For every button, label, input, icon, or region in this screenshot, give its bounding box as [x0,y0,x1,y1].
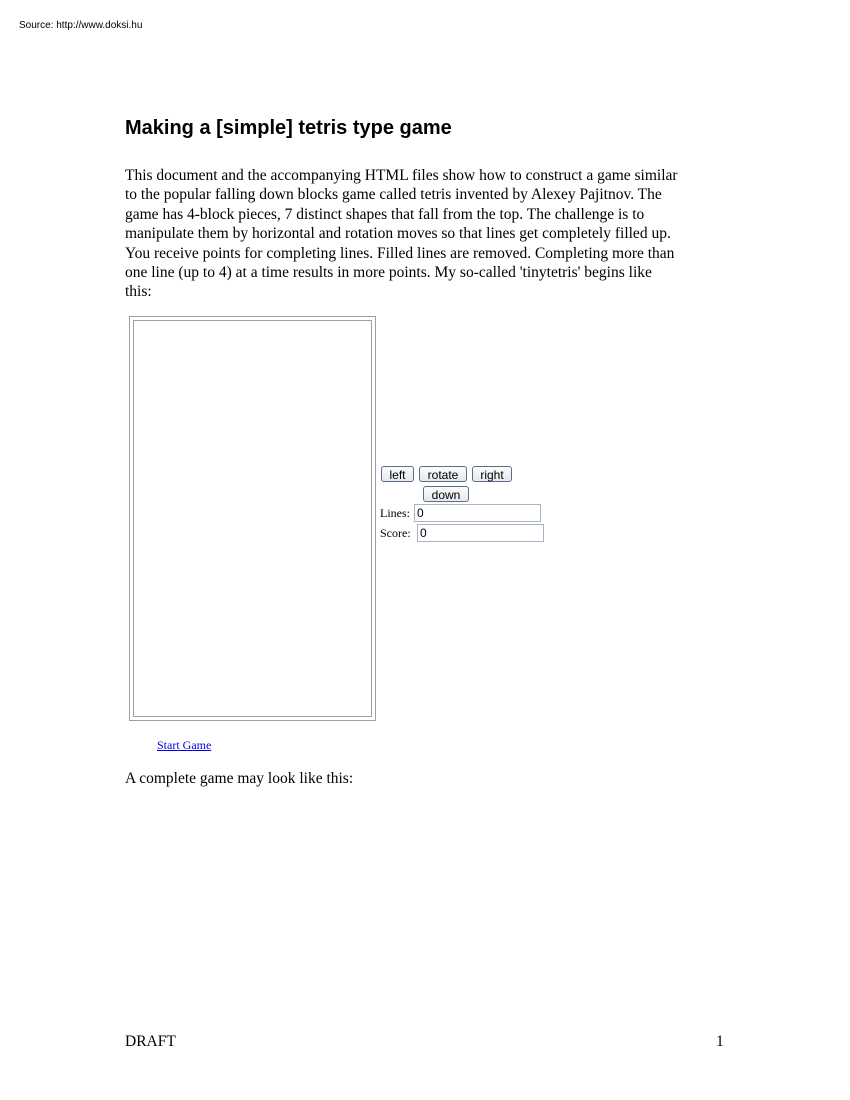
down-button[interactable]: down [423,486,469,502]
footer-draft: DRAFT [125,1033,176,1050]
intro-line: this: [125,283,152,301]
lines-label: Lines: [380,506,410,520]
intro-line: game has 4-block pieces, 7 distinct shapes that fall from the top. The challenge is to [125,205,645,223]
intro-line: You receive points for completing lines. Filled lines are removed. Completing more than [125,244,675,262]
lines-field[interactable]: 0 [414,504,541,522]
intro-paragraph [125,166,725,302]
source-note: Source: http://www.doksi.hu [19,20,143,31]
intro-line: one line (up to 4) at a time results in more points. My so-called 'tinytetris' begins like [125,264,652,282]
score-field[interactable]: 0 [417,524,544,542]
right-button[interactable]: right [472,466,512,482]
intro-line: manipulate them by horizontal and rotation moves so that lines get completely filled up. [125,225,671,243]
rotate-button[interactable]: rotate [419,466,467,482]
intro-line: This document and the accompanying HTML files show how to construct a game similar [125,167,678,184]
page-title: Making a [simple] tetris type game [125,117,452,139]
game-board-inner [133,320,372,717]
complete-game-caption: A complete game may look like this: [125,770,354,787]
start-game-link[interactable]: Start Game [157,738,212,752]
intro-line: to the popular falling down blocks game called tetris invented by Alexey Pajitnov. The [125,186,662,204]
game-board [129,316,376,721]
page-number: 1 [716,1033,724,1050]
left-button[interactable]: left [381,466,414,482]
score-label: Score: [380,526,411,540]
